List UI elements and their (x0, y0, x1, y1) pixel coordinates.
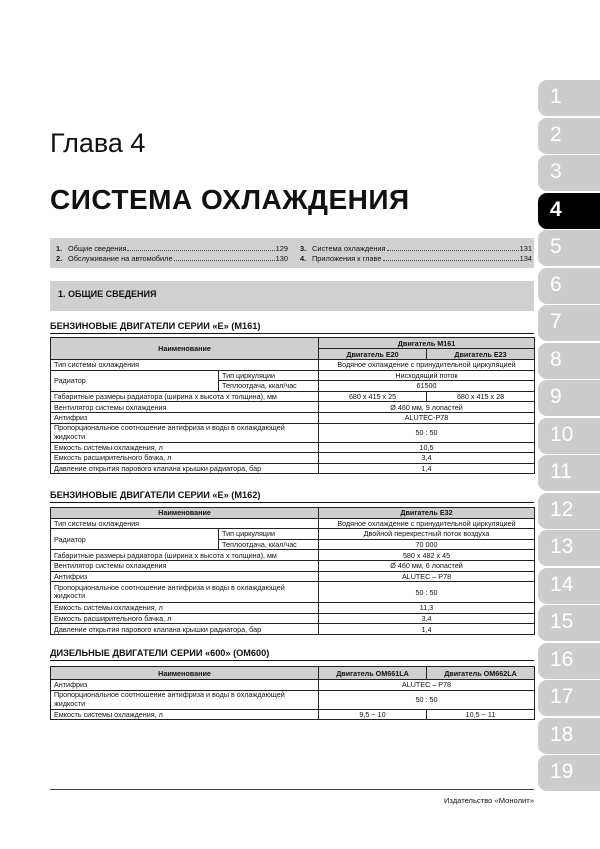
tab-number: 11 (550, 460, 572, 483)
row-value: Водяное охлаждение с принудительной циркуляцией (319, 360, 535, 371)
toc-text: Система охлаждения (312, 244, 386, 253)
toc-leader (127, 250, 274, 251)
tab-number: 1 (550, 85, 562, 108)
tab-number: 3 (550, 160, 562, 183)
row-label: Вентилятор системы охлаждения (51, 560, 319, 571)
row-value: 9,5 ~ 10 (319, 709, 427, 720)
toc-page: 129 (275, 244, 288, 253)
table-row (51, 453, 535, 464)
row-value: Двойной перекрестный поток воздуха (319, 529, 535, 540)
row-value: 50 : 50 (319, 423, 535, 442)
chapter-tab-11[interactable] (538, 455, 600, 491)
row-sublabel: Тип циркуляции (219, 529, 319, 540)
footer-rule (50, 789, 534, 790)
toc-leader (174, 260, 275, 261)
toc-number: 4. (300, 254, 307, 263)
row-label: Давление открытия парового клапана крышки радиатора, бар (51, 624, 319, 635)
header-cell: Двигатель Е20 (319, 349, 427, 360)
table-row (51, 391, 535, 402)
row-value: 50 : 50 (319, 690, 535, 709)
toc-number: 2. (56, 254, 63, 263)
row-value: 3,4 (319, 613, 535, 624)
table-heading: ДИЗЕЛЬНЫЕ ДВИГАТЕЛИ СЕРИИ «600» (ОМ600) (50, 648, 270, 658)
row-label: Тип системы охлаждения (51, 518, 319, 529)
chapter-title: СИСТЕМА ОХЛАЖДЕНИЯ (50, 184, 410, 215)
table-heading: БЕНЗИНОВЫЕ ДВИГАТЕЛИ СЕРИИ «Е» (М161) (50, 321, 261, 331)
chapter-tab-7[interactable] (538, 305, 600, 341)
tab-number: 6 (550, 272, 562, 296)
heading-rule (50, 333, 534, 334)
chapter-tab-3[interactable] (538, 155, 600, 191)
toc-item[interactable] (300, 254, 532, 264)
table-row (51, 463, 535, 474)
table-row (51, 550, 535, 561)
spec-table-om600 (50, 666, 535, 720)
table-row (51, 571, 535, 582)
table-row (51, 680, 535, 691)
row-value: 3,4 (319, 453, 535, 464)
tab-number: 19 (550, 760, 574, 783)
row-value: 61500 (319, 381, 535, 392)
row-value: 11,3 (319, 603, 535, 614)
header-cell: Наименование (51, 338, 319, 360)
tab-number: 9 (550, 385, 562, 408)
chapter-tab-19[interactable] (538, 755, 600, 791)
row-label: Тип системы охлаждения (51, 360, 319, 371)
chapter-tab-12[interactable] (538, 493, 600, 529)
row-value: 680 x 415 x 28 (427, 391, 535, 402)
header-cell: Двигатель ОМ662LA (427, 667, 535, 680)
tab-number: 18 (550, 722, 574, 746)
tab-number: 2 (550, 122, 562, 146)
row-value: Ø 460 мм, 9 лопастей (319, 402, 535, 413)
toc-item[interactable] (56, 254, 288, 264)
chapter-tab-4[interactable] (538, 193, 600, 229)
chapter-tab-5[interactable] (538, 230, 600, 266)
toc-item[interactable] (300, 244, 532, 254)
row-value: 50 : 50 (319, 582, 535, 603)
row-label: Антифриз (51, 412, 319, 423)
row-value: 1,4 (319, 624, 535, 635)
chapter-tab-6[interactable] (538, 268, 600, 304)
header-cell: Наименование (51, 667, 319, 680)
row-label: Емкость расширительного бачка, л (51, 613, 319, 624)
row-label: Вентилятор системы охлаждения (51, 402, 319, 413)
chapter-tab-17[interactable] (538, 680, 600, 716)
toc-number: 3. (300, 244, 307, 253)
chapter-tab-13[interactable] (538, 530, 600, 566)
row-label: Пропорциональное соотношение антифриза и воды в охлаждающей жидкости (51, 690, 319, 709)
toc-leader (387, 250, 519, 251)
row-label: Давление открытия парового клапана крышки радиатора, бар (51, 463, 319, 474)
tab-number: 4 (550, 197, 562, 221)
row-value: 1,4 (319, 463, 535, 474)
row-label: Радиатор (51, 370, 219, 391)
row-sublabel: Теплоотдача, ккал/час (219, 539, 319, 550)
tab-number: 13 (550, 535, 574, 558)
row-label: Антифриз (51, 680, 319, 691)
table-row (51, 560, 535, 571)
table-header-row (51, 667, 535, 680)
table-header-row (51, 508, 535, 519)
table-row (51, 423, 535, 442)
toc-page: 134 (519, 254, 532, 263)
chapter-label: Глава 4 (50, 128, 146, 158)
tab-number: 17 (550, 685, 574, 708)
tab-number: 5 (550, 235, 562, 258)
table-row (51, 412, 535, 423)
row-value: 10,5 ~ 11 (427, 709, 535, 720)
table-row (51, 370, 535, 381)
row-value: Водяное охлаждение с принудительной циркуляцией (319, 518, 535, 529)
row-value: 680 x 415 x 25 (319, 391, 427, 402)
table-row (51, 360, 535, 371)
chapter-tab-16[interactable] (538, 643, 600, 679)
row-label: Емкость системы охлаждения, л (51, 709, 319, 720)
row-value: Ø 460 мм, 6 лопастей (319, 560, 535, 571)
tab-number: 16 (550, 647, 574, 671)
spec-table-m162 (50, 507, 535, 635)
row-value: Нисходящий поток (319, 370, 535, 381)
header-cell: Двигатель Е23 (427, 349, 535, 360)
toc-page: 131 (519, 244, 532, 253)
table-row (51, 402, 535, 413)
chapter-tab-18[interactable] (538, 718, 600, 754)
row-label: Емкость системы охлаждения, л (51, 603, 319, 614)
chapter-tab-8[interactable] (538, 343, 600, 379)
row-label: Габаритные размеры радиатора (ширина х высота х толщина), мм (51, 391, 319, 402)
heading-rule (50, 660, 534, 661)
row-label: Пропорциональное соотношение антифриза и воды в охлаждающей жидкости (51, 423, 319, 442)
table-header-row (51, 338, 535, 349)
section-title: 1. ОБЩИЕ СВЕДЕНИЯ (58, 289, 157, 299)
row-sublabel: Тип циркуляции (219, 370, 319, 381)
header-cell: Наименование (51, 508, 319, 519)
publisher-footer: Издательство «Монолит» (443, 796, 534, 805)
toc-text: Приложения к главе (312, 254, 382, 263)
toc-leader (383, 260, 519, 261)
row-label: Габаритные размеры радиатора (ширина х высота х толщина), мм (51, 550, 319, 561)
header-cell: Двигатель ОМ661LA (319, 667, 427, 680)
toc-text: Обслуживание на автомобиле (68, 254, 173, 263)
row-label: Пропорциональное соотношение антифриза и воды в охлаждающей жидкости (51, 582, 319, 603)
chapter-tab-14[interactable] (538, 568, 600, 604)
table-row (51, 529, 535, 540)
tab-number: 8 (550, 347, 562, 371)
row-value: ALUTEC – P78 (319, 571, 535, 582)
table-row (51, 709, 535, 720)
table-row (51, 624, 535, 635)
table-row (51, 603, 535, 614)
tab-number: 14 (550, 572, 574, 596)
section-header (50, 281, 534, 311)
chapter-tab-9[interactable] (538, 380, 600, 416)
table-row (51, 582, 535, 603)
toc-page: 130 (275, 254, 288, 263)
row-value: ALUTEC – P78 (319, 680, 535, 691)
row-value: ALUTEC-P78 (319, 412, 535, 423)
row-value: 70 000 (319, 539, 535, 550)
row-sublabel: Теплоотдача, ккал/час (219, 381, 319, 392)
header-cell: Двигатель М161 (319, 338, 535, 349)
tab-number: 15 (550, 610, 574, 633)
chapter-tab-2[interactable] (538, 118, 600, 154)
tab-number: 7 (550, 310, 562, 333)
table-of-contents (50, 238, 534, 268)
chapter-tab-10[interactable] (538, 418, 600, 454)
toc-number: 1. (56, 244, 63, 253)
table-row (51, 613, 535, 624)
row-label: Емкость системы охлаждения, л (51, 442, 319, 453)
row-value: 580 x 482 x 45 (319, 550, 535, 561)
toc-item[interactable] (56, 244, 288, 254)
chapter-tab-15[interactable] (538, 605, 600, 641)
heading-rule (50, 502, 534, 503)
toc-text: Общие сведения (68, 244, 127, 253)
table-row (51, 442, 535, 453)
tab-number: 10 (550, 422, 574, 446)
row-label: Антифриз (51, 571, 319, 582)
spec-table-m161 (50, 337, 535, 474)
table-row (51, 518, 535, 529)
row-value: 10,5 (319, 442, 535, 453)
row-label: Радиатор (51, 529, 219, 550)
row-label: Емкость расширительного бачка, л (51, 453, 319, 464)
tab-number: 12 (550, 497, 574, 521)
header-cell: Двигатель Е32 (319, 508, 535, 519)
chapter-tab-1[interactable] (538, 80, 600, 116)
table-row (51, 690, 535, 709)
table-heading: БЕНЗИНОВЫЕ ДВИГАТЕЛИ СЕРИИ «Е» (М162) (50, 490, 261, 500)
